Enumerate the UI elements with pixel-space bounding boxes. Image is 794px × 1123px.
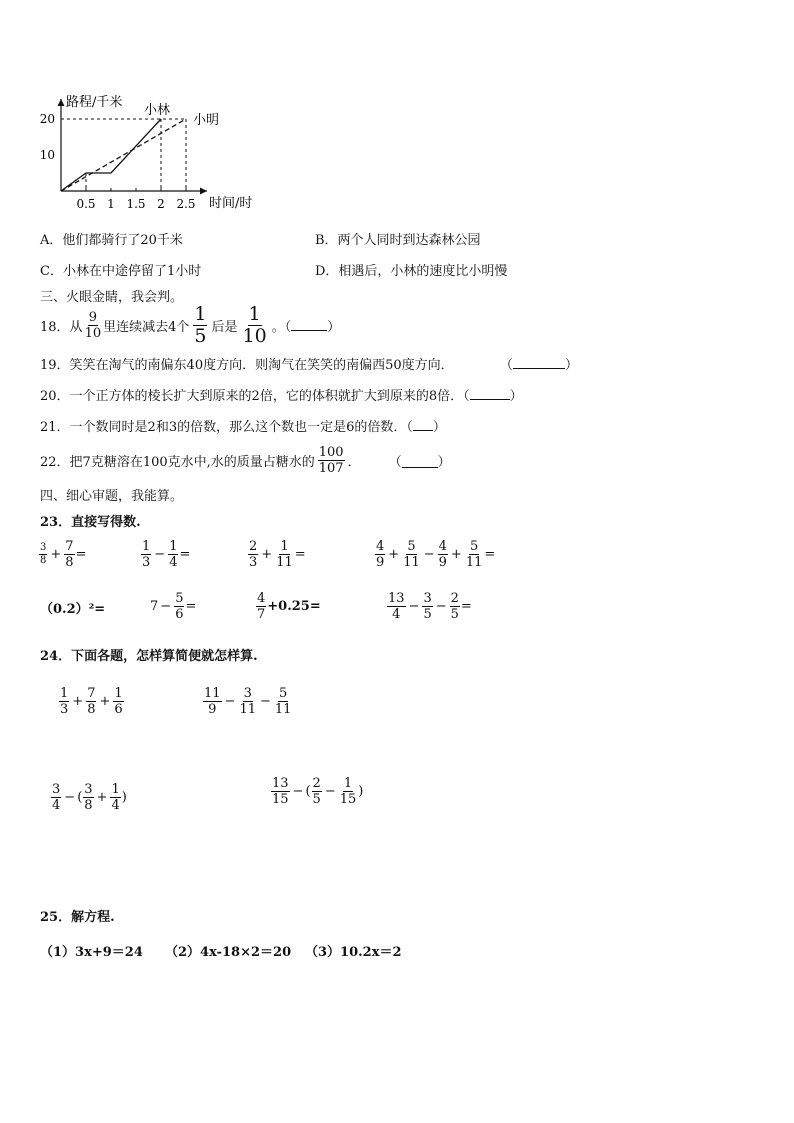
q24-problem-2: $\frac{11}{9}$ − $\frac{3}{11}$ − $\frac{5}{11}$	[204, 685, 292, 717]
q18-fraction-3: $\frac{1}{10}$	[242, 302, 267, 347]
q18-text-2: 里连续减去4个	[103, 319, 190, 335]
q20-answer-blank[interactable]	[470, 389, 510, 400]
q18-text-1: 从	[69, 319, 83, 335]
q23-expr-3: $\frac{2}{3}$ + $\frac{1}{11}$ =	[249, 538, 306, 570]
q23-expr-5: （0.2）²=	[40, 602, 106, 617]
q25-equation-2: （2）4x-18×2＝20	[165, 945, 292, 960]
x-tick-label: 1	[107, 197, 115, 211]
q23-expr-6: 7 − $\frac{5}{6}$ =	[150, 590, 197, 622]
option-b: B．两个人同时到达森林公园	[315, 233, 481, 248]
q24-problem-1: $\frac{1}{3}$ + $\frac{7}{8}$ + $\frac{1}{6}$	[60, 685, 123, 717]
option-a: A．他们都骑行了20千米	[40, 233, 183, 248]
series-xiaolin-line	[61, 119, 161, 191]
q23-expr-8: $\frac{13}{4}$ − $\frac{3}{5}$ − $\frac{2}{5}$ =	[388, 590, 472, 622]
series-xiaolin-label: 小林	[144, 103, 171, 118]
q21-text: 21．一个数同时是2和3的倍数，那么这个数也一定是6的倍数．（	[40, 420, 413, 435]
distance-time-chart	[28, 84, 278, 214]
q20-text: 20．一个正方体的棱长扩大到原来的2倍，它的体积就扩大到原来的8倍．（	[40, 389, 470, 404]
q18-fraction-2: $\frac{1}{5}$	[194, 302, 207, 347]
q22-fraction: $\frac{100}{107}$	[318, 444, 344, 476]
question-23-label: 23．直接写得数.	[40, 515, 141, 530]
x-tick-label: 1.5	[126, 197, 146, 211]
section-4-heading: 四、细心审题，我能算。	[40, 489, 184, 504]
q18-text-4: 。（	[271, 319, 292, 335]
q18-num: 18．	[40, 319, 70, 335]
x-tick-label: 0.5	[76, 197, 96, 211]
section-3-heading: 三、火眼金睛，我会判。	[40, 290, 184, 305]
y-axis-label: 路程/千米	[66, 95, 123, 110]
q21-answer-blank[interactable]	[413, 420, 433, 431]
q24-problem-3: $\frac{3}{4}$ − ( $\frac{3}{8}$ + $\frac{1}{4}$ )	[52, 781, 127, 813]
question-18	[40, 302, 341, 347]
question-21: 21．一个数同时是2和3的倍数，那么这个数也一定是6的倍数．（ ）	[40, 420, 446, 435]
q19-text: 19．笑笑在淘气的南偏东40度方向．则淘气在笑笑的南偏西50度方向．	[40, 358, 454, 373]
q18-text-3: 后是	[211, 319, 238, 335]
option-c: C．小林在中途停留了1小时	[40, 264, 202, 279]
q18-fraction-1: $\frac{9}{10}$	[84, 309, 102, 341]
q22-text: 22．把7克糖溶在100克水中,水的质量占糖水的	[40, 454, 315, 470]
series-xiaoming-label: 小明	[193, 113, 220, 128]
question-24-label: 24．下面各题，怎样算简便就怎样算.	[40, 649, 258, 664]
question-19: 19．笑笑在淘气的南偏东40度方向．则淘气在笑笑的南偏西50度方向． （ ）	[40, 358, 578, 373]
series-xiaoming-line	[61, 119, 186, 191]
q18-answer-blank[interactable]	[291, 320, 327, 331]
q23-expr-4: $\frac{4}{9}$ + $\frac{5}{11}$ − $\frac{4}{9}$ + $\frac{5}{11}$ =	[376, 538, 496, 570]
y-tick-label: 10	[39, 148, 55, 162]
x-tick-label: 2.5	[176, 197, 196, 211]
q23-expr-2: $\frac{1}{3}$ − $\frac{1}{4}$ =	[142, 538, 191, 570]
q24-problem-4: $\frac{13}{15}$ − ( $\frac{2}{5}$ − $\frac{1}{15}$ )	[272, 775, 364, 807]
q19-answer-blank[interactable]	[513, 358, 565, 369]
q25-equation-3: （3）10.2x＝2	[305, 945, 402, 960]
y-tick-label: 20	[39, 112, 55, 126]
x-tick-label: 2	[157, 197, 165, 211]
question-25-label: 25．解方程.	[40, 910, 115, 925]
x-axis-label: 时间/时	[209, 196, 253, 211]
q22-answer-blank[interactable]	[402, 457, 438, 468]
q23-expr-7: $\frac{4}{7}$ +0.25=	[257, 590, 321, 622]
q23-expr-1: $\frac{3}{8}$ + $\frac{7}{8}$ =	[40, 538, 87, 570]
question-22: 22．把7克糖溶在100克水中,水的质量占糖水的 $\frac{100}{107}$ ． （ ）	[40, 444, 451, 476]
q25-equation-1: （1）3x+9＝24	[40, 945, 143, 960]
q18-text-5: ）	[327, 319, 341, 335]
question-20: 20．一个正方体的棱长扩大到原来的2倍，它的体积就扩大到原来的8倍．（ ）	[40, 389, 523, 404]
option-d: D．相遇后，小林的速度比小明慢	[315, 264, 508, 279]
